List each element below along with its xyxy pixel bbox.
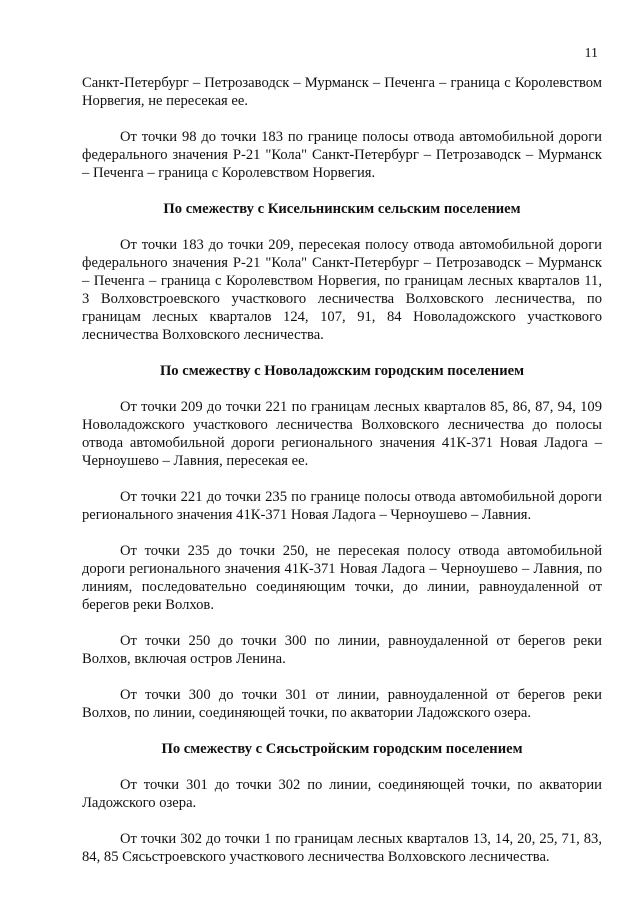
document-body <box>82 74 602 866</box>
spacer <box>82 380 602 398</box>
spacer <box>82 668 602 686</box>
paragraph: От точки 300 до точки 301 от линии, равноудаленной от берегов реки Волхов, по линии, соединяющей точки, по акватории Ладожского озера. <box>82 687 602 721</box>
spacer <box>82 110 602 128</box>
spacer <box>82 344 602 362</box>
paragraph: От точки 221 до точки 235 по границе полосы отвода автомобильной дороги регионального значения 41К-371 Новая Ладога – Черноушево – Лавния. <box>82 489 602 523</box>
paragraph: От точки 183 до точки 209, пересекая полосу отвода автомобильной дороги федерального значения Р-21 "Кола" Санкт-Петербург – Петрозаводск – Мурманск – Печенга – граница с Королевством Норвегия, по границам лесных кварталов 11, 3 Волховстроевского участкового лесничества Волховского лесничества, по границам лесных кварталов 124, 107, 91, 84 Новоладожского участкового лесничества Волховского лесничества. <box>82 237 602 343</box>
section-heading: По смежеству с Кисельнинским сельским поселением <box>163 201 521 217</box>
spacer <box>82 524 602 542</box>
spacer <box>82 470 602 488</box>
spacer <box>82 182 602 200</box>
paragraph: От точки 98 до точки 183 по границе полосы отвода автомобильной дороги федерального значения Р-21 "Кола" Санкт-Петербург – Петрозаводск – Мурманск – Печенга – граница с Королевством Норвегия. <box>82 129 602 181</box>
section-heading: По смежеству с Сясьстройским городским поселением <box>161 741 523 757</box>
spacer <box>82 218 602 236</box>
paragraph: От точки 235 до точки 250, не пересекая полосу отвода автомобильной дороги регионального значения 41К-371 Новая Ладога – Черноушево – Лавния, по линиям, последовательно соединяющим точки, до линии, равноудаленной от берегов реки Волхов. <box>82 543 602 613</box>
spacer <box>82 614 602 632</box>
spacer <box>82 758 602 776</box>
paragraph: От точки 302 до точки 1 по границам лесных кварталов 13, 14, 20, 25, 71, 83, 84, 85 Сясьстроевского участкового лесничества Волховского лесничества. <box>82 831 602 865</box>
spacer <box>82 722 602 740</box>
paragraph: От точки 250 до точки 300 по линии, равноудаленной от берегов реки Волхов, включая остров Ленина. <box>82 633 602 667</box>
paragraph: От точки 209 до точки 221 по границам лесных кварталов 85, 86, 87, 94, 109 Новоладожского участкового лесничества Волховского лесничества до полосы отвода автомобильной дороги регионального значения 41К-371 Новая Ладога – Черноушево – Лавния, пересекая ее. <box>82 399 602 469</box>
paragraph: Санкт-Петербург – Петрозаводск – Мурманск – Печенга – граница с Королевством Норвегия, не пересекая ее. <box>82 75 602 109</box>
section-heading: По смежеству с Новоладожским городским поселением <box>159 363 525 379</box>
spacer <box>82 812 602 830</box>
page-number: 11 <box>584 46 598 61</box>
paragraph: От точки 301 до точки 302 по линии, соединяющей точки, по акватории Ладожского озера. <box>82 777 602 811</box>
